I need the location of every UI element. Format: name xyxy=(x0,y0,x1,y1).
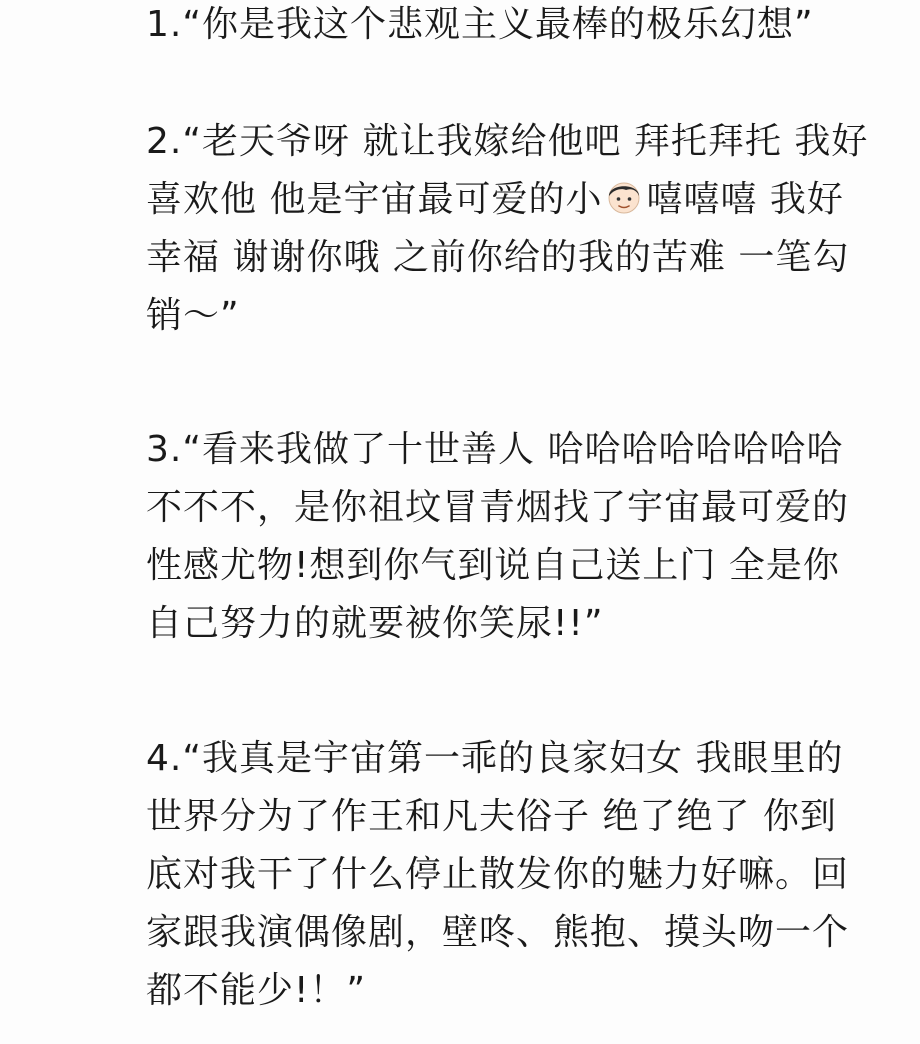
quote-line: 4.“我真是宇宙第一乖的良家妇女 我眼里的 xyxy=(146,738,844,779)
boy-face-emoji-icon xyxy=(604,177,644,217)
quote-line: 幸福 谢谢你哦 之前你给的我的苦难 一笔勾 xyxy=(146,237,850,278)
quote-line: 底对我干了什么停止散发你的魅力好嘛。回 xyxy=(146,854,850,895)
quote-line: 销～” xyxy=(146,295,240,336)
quote-line: 性感尤物!想到你气到说自己送上门 全是你 xyxy=(146,545,840,586)
quote-entry-3 xyxy=(146,421,876,653)
quote-entry-1 xyxy=(146,0,876,54)
quote-text-segment: 喜欢他 他是宇宙最可爱的小 xyxy=(146,179,603,220)
quote-line: 自己努力的就要被你笑尿!!” xyxy=(146,603,604,644)
quote-line: 家跟我演偶像剧，壁咚、熊抱、摸头吻一个 xyxy=(146,912,850,953)
quote-line: 不不不，是你祖坟冒青烟找了宇宙最可爱的 xyxy=(146,487,850,528)
quote-line: 世界分为了作王和凡夫俗子 绝了绝了 你到 xyxy=(146,796,837,837)
quote-entry-2 xyxy=(146,113,876,345)
quote-line: 2.“老天爷呀 就让我嫁给他吧 拜托拜托 我好 xyxy=(146,121,869,162)
quote-text-segment: 嘻嘻嘻 我好 xyxy=(646,179,844,220)
quote-line: 3.“看来我做了十世善人 哈哈哈哈哈哈哈哈 xyxy=(146,429,844,470)
quote-line: 都不能少!！” xyxy=(146,970,367,1011)
quote-line: 1.“你是我这个悲观主义最棒的极乐幻想” xyxy=(146,4,814,45)
quote-entry-4 xyxy=(146,730,876,1020)
quote-line-with-emoji xyxy=(146,171,876,229)
